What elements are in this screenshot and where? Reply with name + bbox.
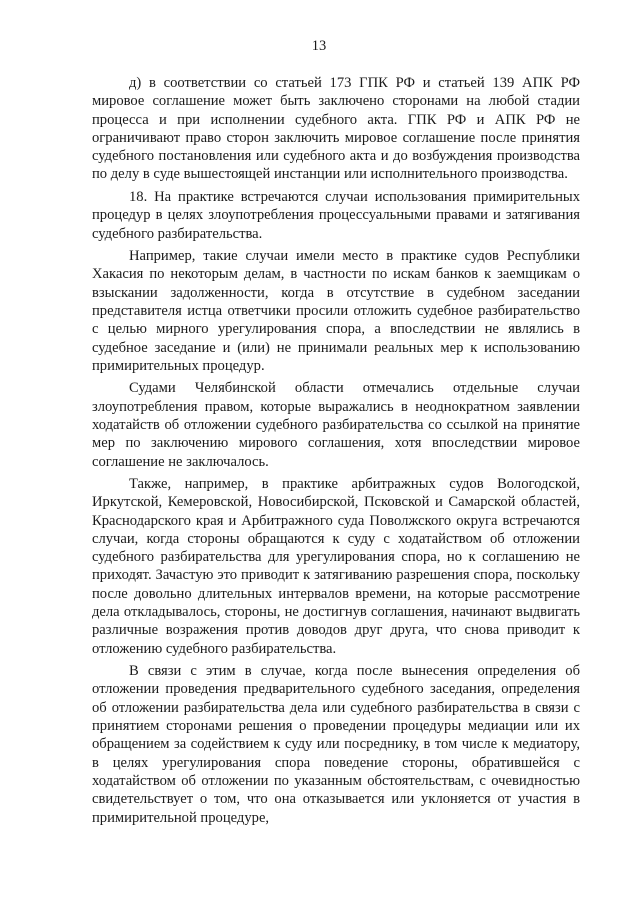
paragraph: Судами Челябинской области отмечались отдельные случаи злоупотребления правом, которые выражались в неоднократном заявлении ходатайств об отложении судебного разбирательства со ссылкой на принятие мер по заключению мирового соглашения, хотя впоследствии мировое соглашение не заключалось.: [92, 380, 580, 470]
body-text: [92, 74, 580, 827]
paragraph: Также, например, в практике арбитражных судов Вологодской, Иркутской, Кемеровской, Новосибирской, Псковской и Самарской областей, Краснодарского края и Арбитражного суда Поволжского округа встречаются случаи, когда стороны обращаются к суду с ходатайством об отложении судебного разбирательства для урегулирования спора, но к соглашению не приходят. Зачастую это приводит к затягиванию разрешения спора, поскольку после довольно длительных интервалов времени, на которые рассмотрение дела откладывалось, стороны, не достигнув соглашения, начинают выдвигать различные возражения против доводов друг друга, что снова приводит к отложению судебного разбирательства.: [92, 475, 580, 657]
page-number: 13: [311, 38, 327, 54]
paragraph: 18. На практике встречаются случаи использования примирительных процедур в целях злоупотребления процессуальными правами и затягивания судебного разбирательства.: [92, 188, 580, 242]
paragraph: В связи с этим в случае, когда после вынесения определения об отложении проведения предварительного судебного заседания, определения об отложении разбирательства дела или судебного разбирательства в связи с принятием сторонами решения о проведении процедуры медиации или их обращением за содействием к суду или посреднику, в том числе к медиатору, в целях урегулирования спора поведение стороны, обратившейся с ходатайством об отложении по указанным обстоятельствам, с очевидностью свидетельствует о том, что она отказывается или уклоняется от участия в примирительной процедуре,: [92, 663, 580, 826]
paragraph: д) в соответствии со статьей 173 ГПК РФ и статьей 139 АПК РФ мировое соглашение может быть заключено сторонами на любой стадии процесса и при исполнении судебного акта. ГПК РФ и АПК РФ не ограничивают право сторон заключить мировое соглашение после принятия судебного постановления или судебного акта и до возбуждения производства по делу в суде вышестоящей инстанции или исполнительного производства.: [92, 75, 580, 183]
paragraph: Например, такие случаи имели место в практике судов Республики Хакасия по некоторым делам, в частности по искам банков к заемщикам о взыскании задолженности, когда в отсутствие в судебном заседании представителя истца ответчики просили отложить судебное разбирательство с целью мирного урегулирования спора, а впоследствии не являлись в судебное заседание и (или) не принимали реальных мер к использованию примирительных процедур.: [92, 248, 580, 374]
